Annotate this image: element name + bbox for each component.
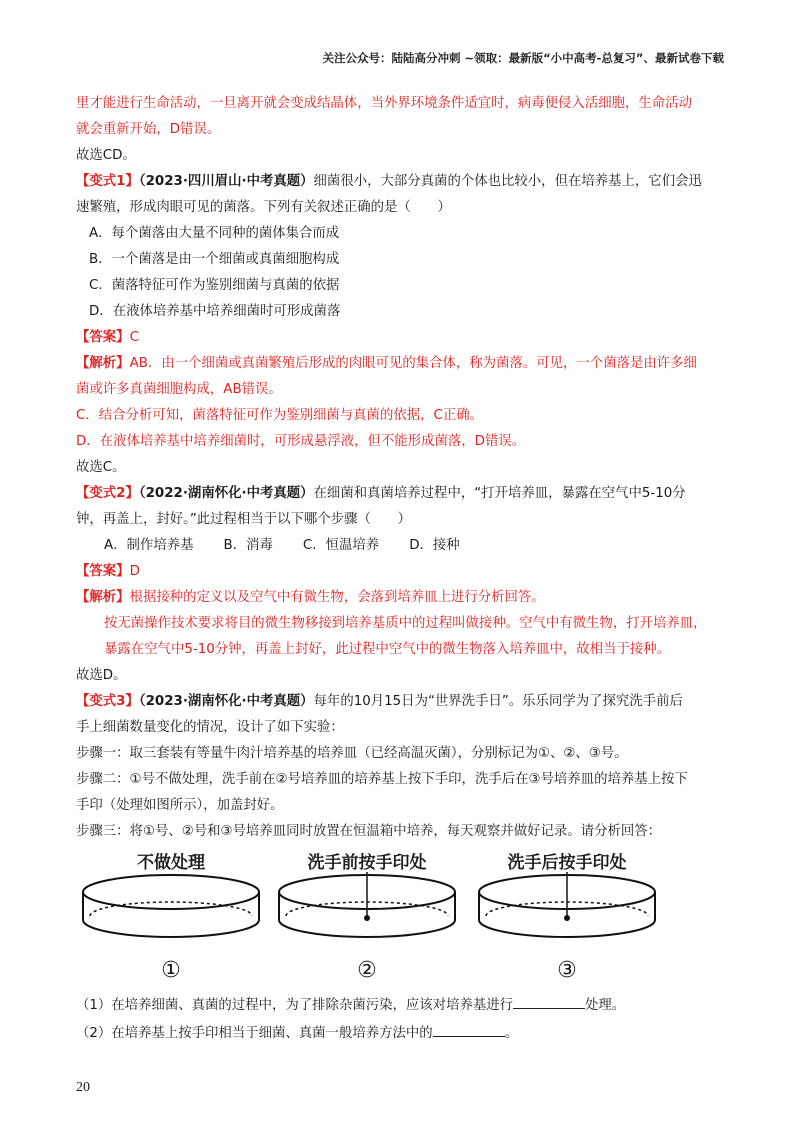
v1-analysis-line-2: 菌或许多真菌细胞构成，AB错误。 — [76, 382, 282, 397]
document-body — [76, 94, 736, 1050]
v3-question-2-text: （2）在培养基上按手印相当于细菌、真菌一般培养方法中的 — [76, 1026, 433, 1041]
v2-analysis-line-3: 暴露在空气中5-10分钟，再盖上封好，此过程中空气中的微生物落入培养皿中，故相当于接种。 — [104, 642, 671, 657]
v2-analysis-line-1 — [76, 588, 736, 608]
v3-stem-text: 每年的10月15日为“世界洗手日”。乐乐同学为了探究洗手前后 — [313, 694, 683, 709]
v2-analysis-line-2: 按无菌操作技术要求将目的微生物移接到培养基质中的过程叫做接种。空气中有微生物，打开培养皿， — [104, 616, 707, 631]
intro-choice: 故选CD。 — [76, 148, 136, 163]
v3-stem-line-1 — [76, 692, 736, 712]
v3-stem-line-2: 手上细菌数量变化的情况，设计了如下实验： — [76, 720, 344, 735]
v3-question-2-end: 。 — [504, 1026, 519, 1041]
v3-question-1-end: 处理。 — [585, 998, 626, 1013]
v2-stem-line-2: 钟，再盖上，封好。”此过程相当于以下哪个步骤（ ） — [76, 512, 412, 527]
v1-stem-line-2: 速繁殖，形成肉眼可见的菌落。下列有关叙述正确的是（ ） — [76, 200, 451, 215]
v1-stem-line-1 — [76, 172, 736, 192]
v1-analysis-text: AB．由一个细菌或真菌繁殖后形成的肉眼可见的集合体，称为菌落。可见，一个菌落是由许多细 — [129, 356, 697, 371]
answer-blank-2[interactable] — [433, 1022, 505, 1037]
petri-dish-2-number: ② — [357, 958, 377, 983]
v3-step-2b: 手印（处理如图所示），加盖封好。 — [76, 798, 284, 813]
v2-options — [76, 536, 736, 556]
v1-answer — [76, 328, 736, 348]
v3-tag: 【变式3】 — [76, 694, 139, 709]
petri-dish-3 — [472, 848, 662, 988]
v1-option-d: D．在液体培养基中培养细菌时可形成菌落 — [89, 304, 341, 319]
petri-dish-3-drawing — [472, 872, 662, 956]
petri-dish-2-drawing — [272, 872, 462, 956]
petri-dish-1-number: ① — [161, 958, 181, 983]
v2-stem-line-1 — [76, 484, 736, 504]
v1-analysis-line-3: C．结合分析可知，菌落特征可作为鉴别细菌与真菌的依据，C正确。 — [76, 408, 484, 423]
v3-step-3: 步骤三：将①号、②号和③号培养皿同时放置在恒温箱中培养，每天观察并做好记录。请分析回答： — [76, 824, 662, 839]
v1-source: （2023·四川眉山·中考真题） — [138, 174, 314, 189]
v2-analysis-tag: 【解析】 — [76, 590, 130, 605]
petri-dish-1-title: 不做处理 — [137, 853, 205, 873]
v3-question-1-text: （1）在培养细菌、真菌的过程中，为了排除杂菌污染，应该对培养基进行 — [76, 998, 514, 1013]
v1-option-c: C．菌落特征可作为鉴别细菌与真菌的依据 — [89, 278, 340, 293]
petri-dish-1-drawing — [76, 872, 266, 956]
petri-dish-2 — [272, 848, 462, 988]
page-header: 关注公众号：陆陆高分冲刺 ~领取：最新版“小中高考-总复习”、最新试卷下载 — [322, 51, 724, 65]
v2-option-a: A．制作培养基 — [104, 538, 194, 553]
v1-choice: 故选C。 — [76, 460, 126, 475]
v3-step-1: 步骤一：取三套装有等量牛肉汁培养基的培养皿（已经高温灭菌），分别标记为①、②、③号。 — [76, 746, 628, 761]
v1-analysis-tag: 【解析】 — [76, 356, 130, 371]
petri-dish-1 — [76, 848, 266, 988]
v2-source: （2022·湖南怀化·中考真题） — [138, 486, 314, 501]
v2-choice: 故选D。 — [76, 668, 127, 683]
petri-dish-3-title: 洗手后按手印处 — [507, 853, 627, 873]
v3-step-2a: 步骤二：①号不做处理，洗手前在②号培养皿的培养基上按下手印，洗手后在③号培养皿的培养基上按下 — [76, 772, 688, 787]
v2-stem-text: 在细菌和真菌培养过程中，“打开培养皿，暴露在空气中5-10分 — [313, 486, 686, 501]
v3-question-1 — [76, 994, 736, 1016]
v1-answer-tag: 【答案】 — [76, 330, 130, 345]
v1-analysis-line-1 — [76, 354, 736, 374]
v1-stem-text: 细菌很小，大部分真菌的个体也比较小，但在培养基上，它们会迅 — [313, 174, 702, 189]
v1-analysis-line-4: D．在液体培养基中培养细菌时，可形成悬浮液，但不能形成菌落，D错误。 — [76, 434, 526, 449]
v2-answer — [76, 562, 736, 582]
v2-answer-tag: 【答案】 — [76, 564, 130, 579]
v3-source: （2023·湖南怀化·中考真题） — [138, 694, 314, 709]
page-number: 20 — [76, 1080, 90, 1095]
v2-option-b: B．消毒 — [223, 538, 273, 553]
petri-dish-figures — [76, 848, 736, 988]
v2-analysis-text: 根据接种的定义以及空气中有微生物，会落到培养皿上进行分析回答。 — [129, 590, 545, 605]
v1-answer-value: C — [129, 330, 139, 345]
v2-option-d: D．接种 — [409, 538, 460, 553]
v2-answer-value: D — [129, 564, 140, 579]
intro-line-1: 里才能进行生命活动，一旦离开就会变成结晶体，当外界环境条件适宜时，病毒便侵入活细胞，生命活动 — [76, 96, 692, 111]
v1-tag: 【变式1】 — [76, 174, 139, 189]
v1-option-a: A．每个菌落由大量不同种的菌体集合而成 — [89, 226, 340, 241]
v1-option-b: B．一个菌落是由一个细菌或真菌细胞构成 — [89, 252, 340, 267]
petri-dish-2-title: 洗手前按手印处 — [307, 853, 427, 873]
intro-line-2: 就会重新开始，D错误。 — [76, 122, 221, 137]
v2-option-c: C．恒温培养 — [302, 538, 380, 553]
v2-tag: 【变式2】 — [76, 486, 139, 501]
v3-question-2 — [76, 1022, 736, 1044]
answer-blank-1[interactable] — [513, 994, 585, 1009]
petri-dish-3-number: ③ — [557, 958, 577, 983]
